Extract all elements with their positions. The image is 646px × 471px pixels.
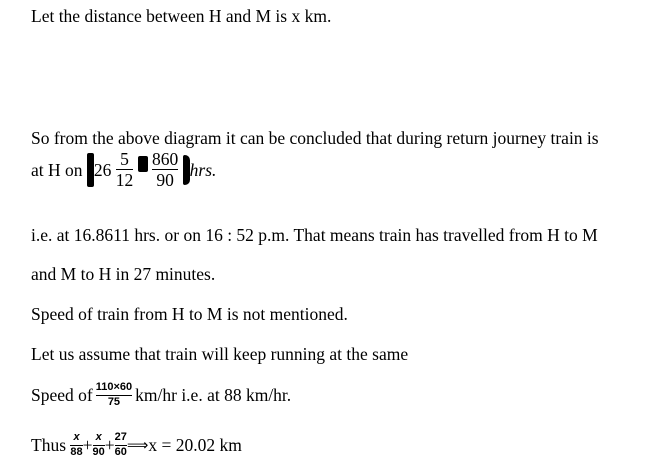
line8-prefix: Speed of [31, 385, 93, 406]
text-line-1: Let the distance between H and M is x km. [31, 6, 332, 26]
mixed-whole: 26 [93, 159, 112, 180]
scan-artifact-right [183, 155, 190, 185]
text-line-5: and M to H in 27 minutes. [31, 264, 216, 284]
fraction-numerator: x [73, 431, 80, 443]
scan-artifact-middle [138, 156, 148, 172]
fraction-x-88 [70, 432, 82, 458]
fraction-numerator: x [95, 431, 102, 443]
fraction-numerator: 110×60 [95, 381, 133, 393]
plus-sign: + [104, 435, 115, 456]
unit-hrs: hrs. [189, 159, 217, 180]
text-line-2: So from the above diagram it can be concluded that during return journey train is [31, 128, 599, 148]
fraction-5-12 [116, 150, 134, 190]
text-line-7: Let us assume that train will keep running at the same [31, 344, 409, 364]
fraction-numerator: 27 [114, 431, 127, 443]
line8-suffix: km/hr i.e. at 88 km/hr. [135, 385, 292, 406]
fraction-27-60 [115, 432, 127, 458]
fraction-speed [96, 382, 132, 408]
plus-sign: + [82, 435, 93, 456]
fraction-numerator: 860 [152, 149, 179, 169]
line9-prefix: Thus [31, 435, 66, 456]
line9-result: x = 20.02 km [148, 435, 242, 456]
implies-arrow-icon: ⟹ [126, 436, 149, 455]
text-line-6: Speed of train from H to M is not mentioned. [31, 304, 348, 324]
text-line-3 [31, 150, 216, 198]
fraction-denominator: 90 [156, 170, 174, 191]
fraction-860-90 [152, 150, 178, 190]
fraction-numerator: 5 [120, 149, 129, 169]
text-line-8 [31, 382, 291, 418]
fraction-denominator: 75 [107, 395, 121, 408]
text-line-4: i.e. at 16.8611 hrs. or on 16 : 52 p.m. That means train has travelled from H to M [31, 225, 598, 245]
scan-artifact-left [87, 153, 94, 187]
fraction-denominator: 90 [92, 445, 105, 458]
fraction-x-90 [93, 432, 105, 458]
fraction-denominator: 88 [70, 445, 83, 458]
text-line-9 [31, 432, 242, 468]
fraction-denominator: 12 [115, 170, 134, 191]
line3-prefix: at H on [31, 159, 83, 180]
fraction-denominator: 60 [114, 445, 127, 458]
